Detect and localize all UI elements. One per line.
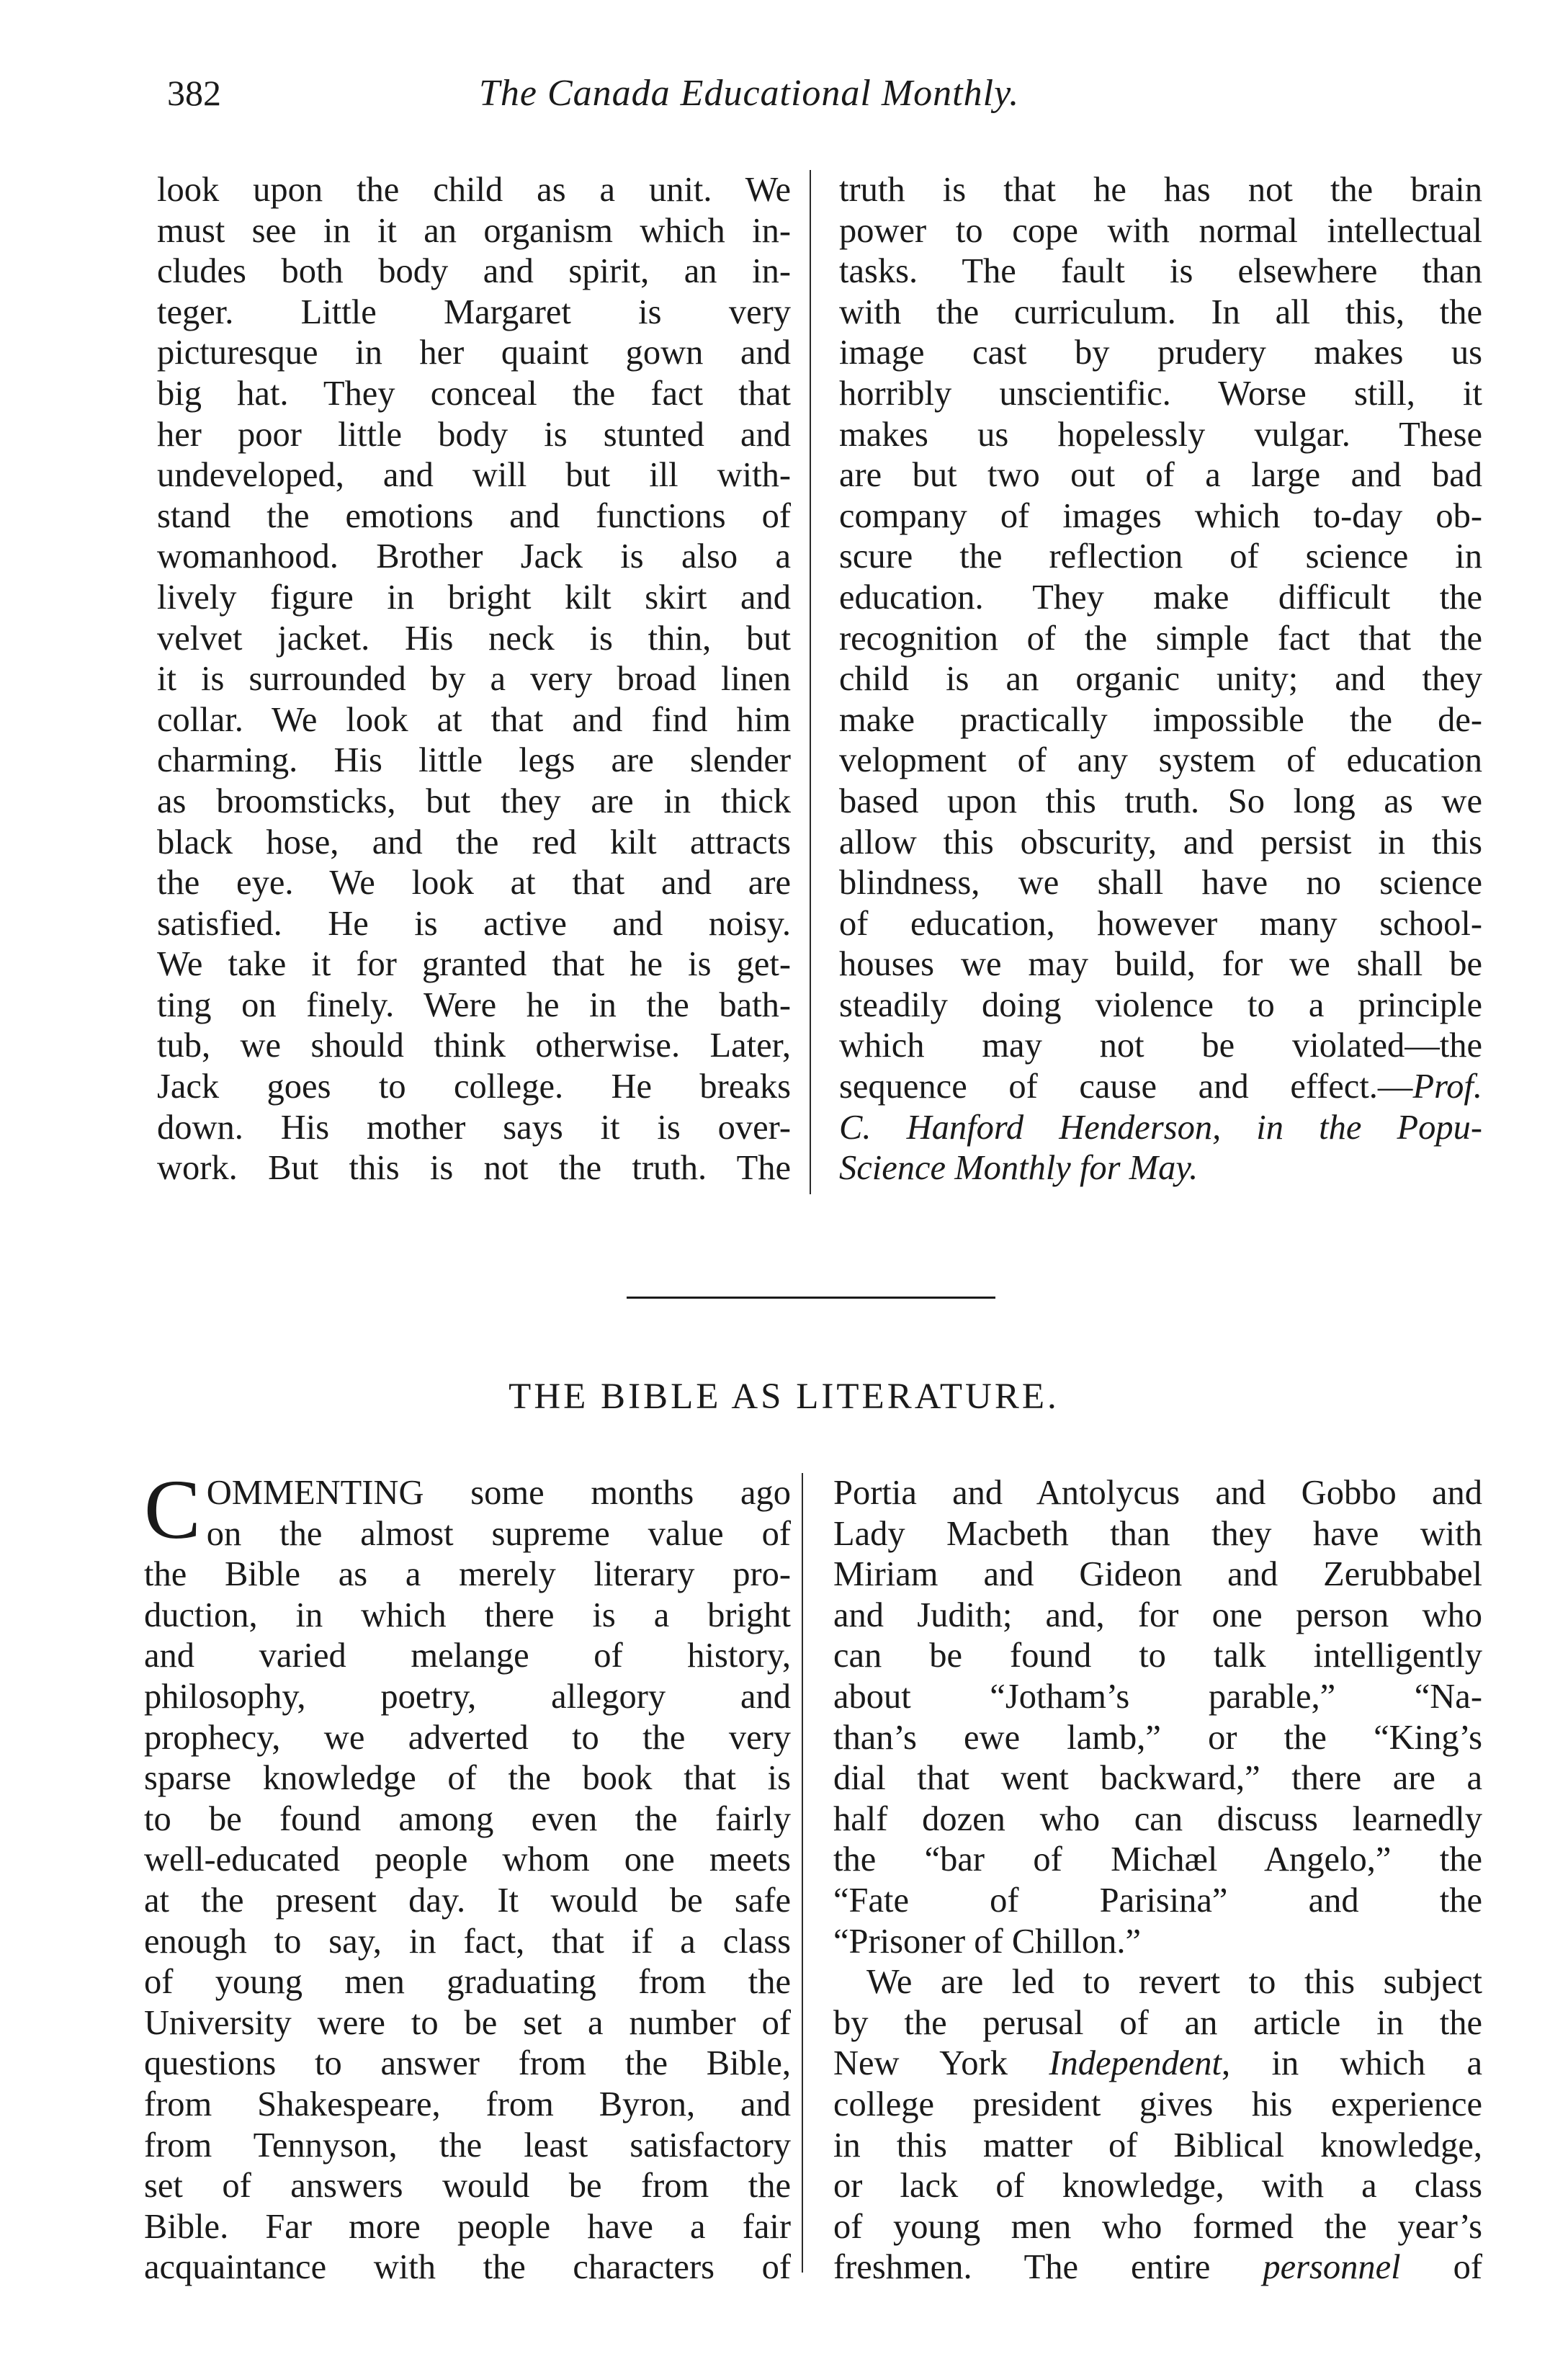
text-line: philosophy, poetry, allegory and [144, 1677, 791, 1716]
text-line: blindness, we shall have no science [839, 864, 1482, 903]
text-line: make practically impossible the de- [839, 700, 1482, 739]
text-line: of young men who formed the year’s [833, 2207, 1482, 2246]
text-segment: New York [833, 2044, 1049, 2083]
text-line: enough to say, in fact, that if a class [144, 1922, 791, 1961]
text-line: to be found among even the fairly [144, 1799, 791, 1838]
text-line: teger. Little Margaret is very [157, 292, 791, 331]
text-line: womanhood. Brother Jack is also a [157, 537, 791, 576]
text-line: recognition of the simple fact that the [839, 619, 1482, 658]
page-number: 382 [167, 73, 221, 113]
text-line: child is an organic unity; and they [839, 660, 1482, 699]
text-line: based upon this truth. So long as we [839, 782, 1482, 820]
text-line: makes us hopelessly vulgar. These [839, 415, 1482, 454]
text-line: with the curriculum. In all this, the [839, 292, 1482, 331]
text-line: ting on finely. Were he in the bath- [157, 985, 791, 1024]
text-line: image cast by prudery makes us [839, 334, 1482, 372]
text-line: her poor little body is stunted and [157, 415, 791, 454]
text-line: “Prisoner of Chillon.” [833, 1922, 1142, 1961]
text-line: horribly unscientific. Worse still, it [839, 374, 1482, 413]
text-line: the eye. We look at that and are [157, 864, 791, 903]
text-line: and varied melange of history, [144, 1637, 791, 1675]
text-line: than’s ewe lamb,” or the “King’s [833, 1718, 1482, 1757]
text-line: which may not be violated—the [839, 1026, 1482, 1065]
text-line: prophecy, we adverted to the very [144, 1718, 791, 1757]
text-line: lively figure in bright kilt skirt and [157, 578, 791, 617]
citation-line [839, 1148, 1482, 1189]
text-line: as broomsticks, but they are in thick [157, 782, 791, 820]
text-line: in this matter of Biblical knowledge, [833, 2126, 1482, 2165]
text-line: tub, we should think otherwise. Later, [157, 1026, 791, 1065]
column-rule-top [810, 170, 811, 1194]
text-line: duction, in which there is a bright [144, 1595, 791, 1634]
top-left-column [157, 170, 791, 1189]
text-line: charming. His little legs are slender [157, 741, 791, 780]
text-line: houses we may build, for we shall be [839, 945, 1482, 984]
text-line: or lack of knowledge, with a class [833, 2167, 1482, 2206]
text-line: must see in it an organism which in- [157, 211, 791, 250]
text-segment: , in which a [1222, 2044, 1482, 2083]
drop-cap: C [144, 1462, 201, 1557]
text-line: We take it for granted that he is get- [157, 945, 791, 984]
text-line: from Tennyson, the least satisfactory [144, 2126, 791, 2165]
text-line: Bible. Far more people have a fair [144, 2207, 791, 2246]
text-line: velvet jacket. His neck is thin, but [157, 619, 791, 658]
text-line: sparse knowledge of the book that is [144, 1759, 791, 1798]
text-line: at the present day. It would be safe [144, 1881, 791, 1920]
text-line: tasks. The fault is elsewhere than [839, 252, 1482, 291]
text-line [833, 2043, 1482, 2085]
text-line: steadily doing violence to a principle [839, 985, 1482, 1024]
text-line: scure the reflection of science in [839, 537, 1482, 576]
text-line: by the perusal of an article in the [833, 2003, 1482, 2042]
text-line: “Fate of Parisina” and the [833, 1881, 1482, 1920]
text-line: down. His mother says it is over- [157, 1108, 791, 1147]
text-line: University were to be set a number of [144, 2003, 791, 2042]
citation-italic: C. Hanford Henderson, in the Popu- [839, 1108, 1482, 1147]
text-line: and Judith; and, for one person who [833, 1595, 1482, 1634]
text-line: well-educated people whom one meets [144, 1840, 791, 1879]
text-line: collar. We look at that and find him [157, 700, 791, 739]
text-line: questions to answer from the Bible, [144, 2044, 791, 2083]
italic-word: personnel [1263, 2248, 1401, 2287]
text-line: about “Jotham’s parable,” “Na- [833, 1677, 1482, 1716]
text-line: truth is that he has not the brain [839, 171, 1482, 209]
text-line: it is surrounded by a very broad linen [157, 660, 791, 699]
text-line: education. They make difficult the [839, 578, 1482, 617]
citation-italic: Science Monthly for May. [839, 1149, 1199, 1188]
bottom-right-column [833, 1473, 1482, 2288]
text-line: company of images which to-day ob- [839, 496, 1482, 535]
text-line: Portia and Antolycus and Gobbo and [833, 1474, 1482, 1512]
text-line: can be found to talk intelligently [833, 1637, 1482, 1675]
bottom-left-column [144, 1462, 791, 2288]
text-line: Lady Macbeth than they have with [833, 1514, 1482, 1553]
article-title: THE BIBLE AS LITERATURE. [509, 1376, 1059, 1417]
text-line: allow this obscurity, and persist in this [839, 823, 1482, 861]
text-line: from Shakespeare, from Byron, and [144, 2085, 791, 2123]
text-line: look upon the child as a unit. We [157, 171, 791, 209]
text-line: undeveloped, and will but ill with- [157, 456, 791, 495]
citation-line [839, 1108, 1482, 1149]
paragraph-first-line: We are led to revert to this subject [866, 1963, 1482, 2002]
text-line: velopment of any system of education [839, 741, 1482, 780]
column-rule-bottom [802, 1473, 803, 2273]
section-divider [627, 1297, 995, 1299]
text-line: on the almost supreme value of [206, 1514, 791, 1553]
text-line: power to cope with normal intellectual [839, 211, 1482, 250]
text-segment: of [1400, 2248, 1482, 2287]
text-line: big hat. They conceal the fact that [157, 374, 791, 413]
text-line: cludes both body and spirit, an in- [157, 252, 791, 291]
text-line: are but two out of a large and bad [839, 456, 1482, 495]
text-line: the “bar of Michæl Angelo,” the [833, 1840, 1482, 1879]
text-line: work. But this is not the truth. The [157, 1149, 791, 1188]
text-segment: freshmen. The entire [833, 2248, 1263, 2287]
text-line: Jack goes to college. He breaks [157, 1067, 791, 1106]
text-line [833, 2247, 1482, 2288]
text-line: picturesque in her quaint gown and [157, 334, 791, 372]
citation-text: sequence of cause and effect.— [839, 1067, 1413, 1106]
text-line: Miriam and Gideon and Zerubbabel [833, 1555, 1482, 1594]
text-line: dial that went backward,” there are a [833, 1759, 1482, 1798]
citation-italic: Prof. [1412, 1067, 1482, 1106]
text-line: half dozen who can discuss learnedly [833, 1799, 1482, 1838]
text-line: of education, however many school- [839, 904, 1482, 943]
text-line: satisfied. He is active and noisy. [157, 904, 791, 943]
text-line: stand the emotions and functions of [157, 496, 791, 535]
italic-title: Independent [1049, 2044, 1222, 2083]
text-line: set of answers would be from the [144, 2167, 791, 2206]
running-title: The Canada Educational Monthly. [479, 73, 1020, 114]
text-line: acquaintance with the characters of [144, 2248, 791, 2287]
text-line: of young men graduating from the [144, 1963, 791, 2002]
text-line: the Bible as a merely literary pro- [144, 1555, 791, 1594]
text-line: OMMENTING some months ago [206, 1474, 791, 1512]
citation-line [839, 1067, 1482, 1108]
text-line: black hose, and the red kilt attracts [157, 823, 791, 861]
top-right-column [839, 170, 1482, 1189]
text-line: college president gives his experience [833, 2085, 1482, 2123]
